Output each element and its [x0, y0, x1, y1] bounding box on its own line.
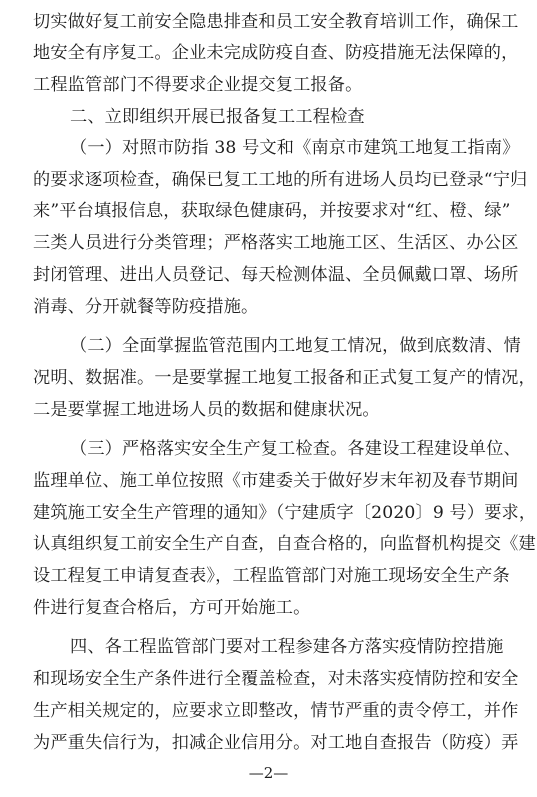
text-line: 和现场安全生产条件进行全覆盖检查，对未落实疫情防控和安全 [33, 669, 519, 689]
text-line: 三类人员进行分类管理；严格落实工地施工区、生活区、办公区 [33, 233, 519, 253]
text-line: 封闭管理、进出人员登记、每天检测体温、全员佩戴口罩、场所 [33, 265, 519, 285]
text-line: 切实做好复工前安全隐患排查和员工安全教育培训工作，确保工 [33, 12, 519, 32]
text-line: 工程监管部门不得要求企业提交复工报备。 [33, 75, 363, 95]
section-heading: 四、各工程监管部门要对工程参建各方落实疫情防控措施 [70, 637, 504, 657]
text-line: 消毒、分开就餐等防疫措施。 [33, 297, 259, 317]
text-line: 件进行复查合格后，方可开始施工。 [33, 598, 311, 618]
page-number: —2— [248, 764, 289, 782]
text-line: 况明、数据准。一是要掌握工地复工报备和正式复工复产的情况， [33, 368, 536, 388]
text-line: （一）对照市防指 38 号文和《南京市建筑工地复工指南》 [70, 138, 520, 158]
text-line: 设工程复工申请复查表》，工程监管部门对施工现场安全生产条 [33, 566, 510, 586]
text-line: （三）严格落实安全生产复工检查。各建设工程建设单位、 [70, 439, 521, 459]
text-line: 地安全有序复工。企业未完成防疫自查、防疫措施无法保障的， [33, 43, 519, 63]
section-heading: 二、立即组织开展已报备复工工程检查 [70, 107, 365, 127]
text-line: 来”平台填报信息，获取绿色健康码，并按要求对“红、橙、绿” [33, 201, 511, 221]
text-line: （二）全面掌握监管范围内工地复工情况，做到底数清、情 [70, 336, 521, 356]
text-line: 二是要掌握工地进场人员的数据和健康状况。 [33, 400, 380, 420]
text-line: 建筑施工安全生产管理的通知》（宁建质字〔2020〕9 号）要求， [33, 503, 537, 523]
text-line: 的要求逐项检查，确保已复工工地的所有进场人员均已登录“宁归 [33, 170, 528, 190]
text-line: 为严重失信行为，扣减企业信用分。对工地自查报告（防疫）弄 [33, 733, 519, 753]
text-line: 认真组织复工前安全生产自查，自查合格的，向监督机构提交《建 [33, 534, 536, 554]
text-line: 监理单位、施工单位按照《市建委关于做好岁末年初及春节期间 [33, 471, 519, 491]
text-line: 生产相关规定的，应要求立即整改，情节严重的责令停工，并作 [33, 701, 519, 721]
